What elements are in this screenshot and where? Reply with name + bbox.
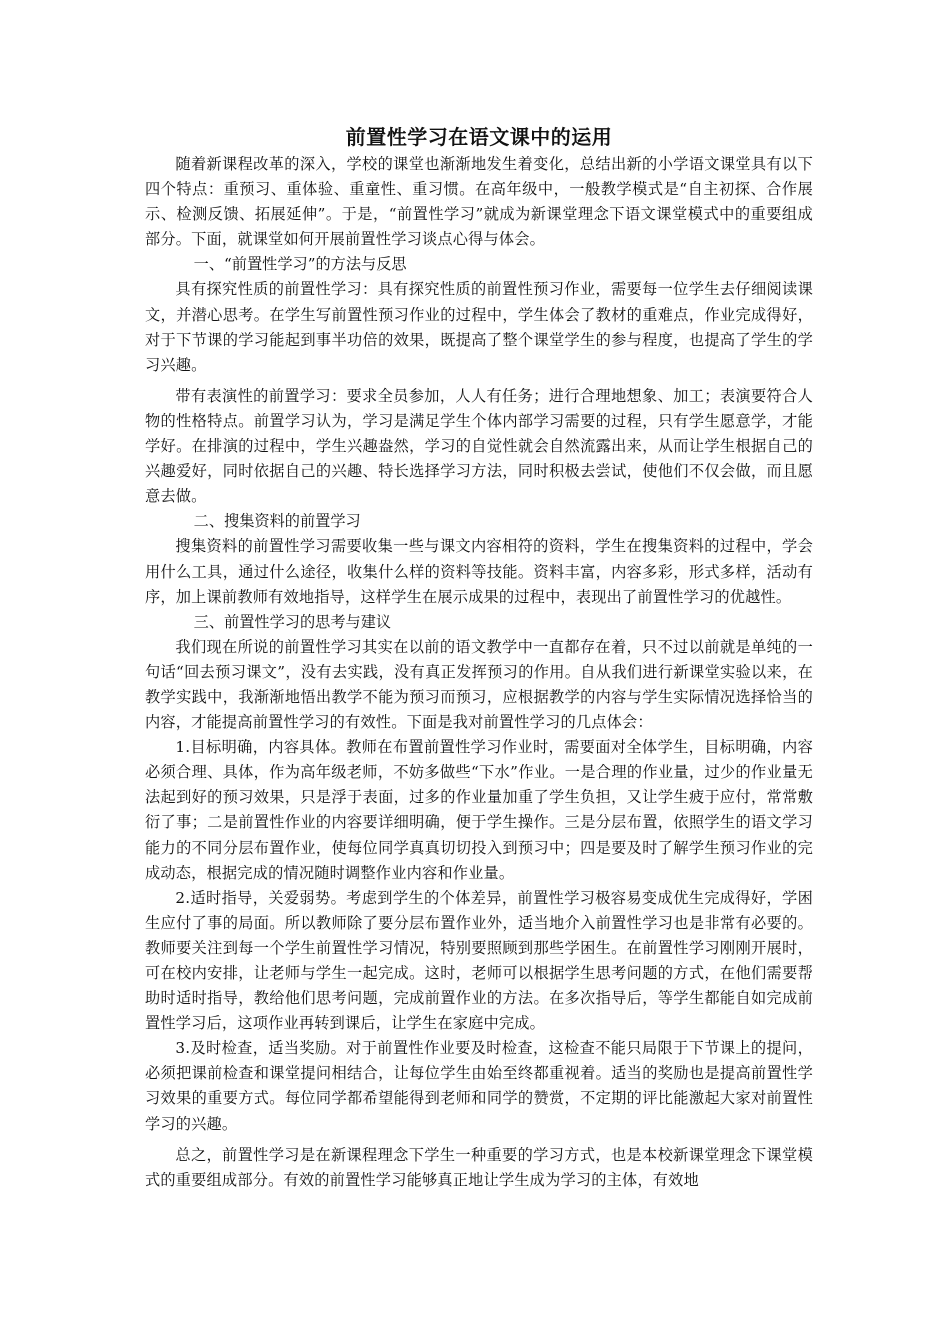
document-title: 前置性学习在语文课中的运用: [345, 125, 613, 149]
section-heading-1: 一、“前置性学习”的方法与反思: [193, 255, 407, 274]
section2-paragraph-1: 搜集资料的前置性学习需要收集一些与课文内容相符的资料，学生在搜集资料的过程中，学会用什么工具，通过什么途径，收集什么样的资料等技能。资料丰富，内容多彩，形式多样，活动有序，加上课前教师有效地指导，这样学生在展示成果的过程中，表现出了前置性学习的优越性。: [145, 537, 813, 606]
intro-paragraph: 随着新课程改革的深入，学校的课堂也渐渐地发生着变化，总结出新的小学语文课堂具有以下四个特点：重预习、重体验、重童性、重习惯。在高年级中，一般教学模式是“自主初探、合作展示、检测反馈、拓展延伸”。于是，“前置性学习”就成为新课堂理念下语文课堂模式中的重要组成部分。下面，就课堂如何开展前置性学习谈点心得与体会。: [145, 155, 813, 249]
point-1-paragraph: 1.目标明确，内容具体。教师在布置前置性学习作业时，需要面对全体学生，目标明确，内容必须合理、具体，作为高年级老师，不妨多做些“下水”作业。一是合理的作业量，过少的作业量无法起到好的预习效果，只是浮于表面，过多的作业量加重了学生负担，又让学生疲于应付，常常敷衍了事；二是前置性作业的内容要详细明确，便于学生操作。三是分层布置，依照学生的语文学习能力的不同分层布置作业，使每位同学真真切切投入到预习中；四是要及时了解学生预习作业的完成动态，根据完成的情况随时调整作业内容和作业量。: [145, 738, 813, 882]
section3-paragraph-1: 我们现在所说的前置性学习其实在以前的语文教学中一直都存在着，只不过以前就是单纯的一句话“回去预习课文”，没有去实践，没有真正发挥预习的作用。自从我们进行新课堂实验以来，在教学实践中，我渐渐地悟出教学不能为预习而预习，应根据教学的内容与学生实际情况选择恰当的内容，才能提高前置性学习的有效性。下面是我对前置性学习的几点体会：: [145, 637, 813, 732]
point-3-paragraph: 3.及时检查，适当奖励。对于前置性作业要及时检查，这检查不能只局限于下节课上的提问，必须把课前检查和课堂提问相结合，让每位学生由始至终都重视着。适当的奖励也是提高前置性学习效果的重要方式。每位同学都希望能得到老师和同学的赞赏，不定期的评比能激起大家对前置性学习的兴趣。: [145, 1039, 813, 1133]
section1-paragraph-1: 具有探究性质的前置性学习：具有探究性质的前置性预习作业，需要每一位学生去仔细阅读课文，并潜心思考。在学生写前置性预习作业的过程中，学生体会了教材的重难点，作业完成得好，对于下节课的学习能起到事半功倍的效果，既提高了整个课堂学生的参与程度，也提高了学生的学习兴趣。: [145, 280, 813, 374]
conclusion-paragraph: 总之，前置性学习是在新课程理念下学生一种重要的学习方式，也是本校新课堂理念下课堂模式的重要组成部分。有效的前置性学习能够真正地让学生成为学习的主体，有效地: [145, 1145, 813, 1189]
document-page: [145, 122, 813, 1193]
section1-paragraph-2: 带有表演性的前置学习：要求全员参加，人人有任务；进行合理地想象、加工；表演要符合人物的性格特点。前置学习认为，学习是满足学生个体内部学习需要的过程，只有学生愿意学，才能学好。在排演的过程中，学生兴趣盎然，学习的自觉性就会自然流露出来，从而让学生根据自己的兴趣爱好，同时依据自己的兴趣、特长选择学习方法，同时积极去尝试，使他们不仅会做，而且愿意去做。: [145, 386, 813, 506]
section-heading-3: 三、前置性学习的思考与建议: [193, 612, 392, 631]
section-heading-2: 二、搜集资料的前置学习: [193, 512, 361, 531]
point-2-paragraph: 2.适时指导，关爱弱势。考虑到学生的个体差异，前置性学习极容易变成优生完成得好，学困生应付了事的局面。所以教师除了要分层布置作业外，适当地介入前置性学习也是非常有必要的。教师要关注到每一个学生前置性学习情况，特别要照顾到那些学困生。在前置性学习刚刚开展时，可在校内安排，让老师与学生一起完成。这时，老师可以根据学生思考问题的方式，在他们需要帮助时适时指导，教给他们思考问题，完成前置作业的方法。在多次指导后，等学生都能自如完成前置性学习后，这项作业再转到课后，让学生在家庭中完成。: [145, 888, 813, 1033]
